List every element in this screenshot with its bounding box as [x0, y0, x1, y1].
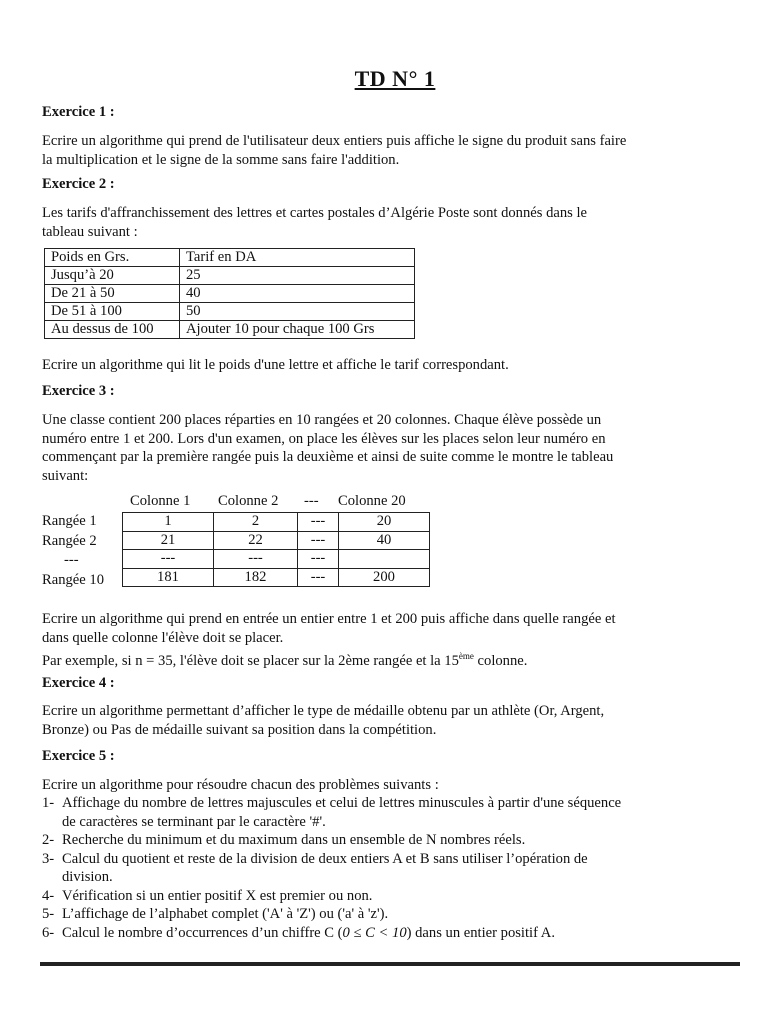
column-label: Colonne 2 — [218, 493, 279, 509]
table-row — [123, 513, 430, 532]
list-item — [42, 887, 742, 906]
ex3-intro-line-4: suivant: — [42, 467, 89, 484]
ex4-line-1: Ecrire un algorithme permettant d’afficher le type de médaille obtenu par un athlète (Or, Argent, — [42, 703, 605, 719]
item6-text: Calcul le nombre d’occurrences d’un chiffre C ( — [62, 924, 343, 941]
table-cell: 50 — [180, 303, 415, 321]
table-cell: 40 — [339, 531, 430, 550]
ex2-intro — [42, 204, 742, 241]
ex1-heading: Exercice 1 : — [42, 104, 115, 120]
table-row — [123, 550, 430, 569]
ex2-intro-line-1: Les tarifs d'affranchissement des lettres et cartes postales d’Algérie Poste sont donnés dans le — [42, 205, 588, 221]
list-item-number: 2- — [42, 832, 55, 848]
row-label: Rangée 1 — [42, 513, 97, 529]
list-item-text: Affichage du nombre de lettres majuscules et celui de lettres minuscules à partir d'une séquence — [62, 795, 622, 811]
ex3-intro-line-1: Une classe contient 200 places réparties en 10 rangées et 20 colonnes. Chaque élève possède un — [42, 412, 602, 428]
row-label: Rangée 2 — [42, 532, 97, 549]
list-item-text: Calcul du quotient et reste de la division de deux entiers A et B sans utiliser l’opération de — [62, 850, 588, 867]
ex3-example-end: colonne. — [473, 653, 528, 669]
table-cell: --- — [298, 568, 339, 587]
table-cell: --- — [298, 550, 339, 569]
item6-math: 0 ≤ C < 10 — [342, 924, 407, 941]
column-label: --- — [304, 493, 319, 509]
table-cell: --- — [214, 550, 298, 569]
table-cell: De 51 à 100 — [45, 303, 180, 321]
seat-table — [122, 512, 430, 587]
table-cell: Jusqu’à 20 — [45, 267, 180, 285]
ex2-question: Ecrire un algorithme qui lit le poids d'une lettre et affiche le tarif correspondant. — [42, 357, 509, 373]
table-row — [45, 285, 415, 303]
ex5-intro: Ecrire un algorithme pour résoudre chacun des problèmes suivants : — [42, 777, 439, 793]
table-cell: 200 — [339, 568, 430, 587]
ex1-line-2: la multiplication et le signe de la somme sans faire l'addition. — [42, 151, 400, 168]
ex2-intro-line-2: tableau suivant : — [42, 223, 138, 240]
table-cell: --- — [298, 531, 339, 550]
table-row — [45, 249, 415, 267]
table-cell: Ajouter 10 pour chaque 100 Grs — [180, 321, 415, 339]
ex1-line-1: Ecrire un algorithme qui prend de l'utilisateur deux entiers puis affiche le signe du produit sans faire — [42, 133, 627, 149]
list-item-number: 5- — [42, 906, 55, 922]
table-cell: 20 — [339, 513, 430, 532]
table-cell: De 21 à 50 — [45, 285, 180, 303]
list-item-text: L’affichage de l’alphabet complet ('A' à 'Z') ou ('a' à 'z'). — [62, 906, 389, 922]
list-item — [42, 831, 742, 850]
ex3-question-line-1: Ecrire un algorithme qui prend en entrée un entier entre 1 et 200 puis affiche dans quelle rangée et — [42, 611, 616, 627]
table-cell — [339, 550, 430, 569]
ex4-text — [42, 702, 742, 739]
item6-text-end: ) dans un entier positif A. — [406, 924, 555, 941]
table-cell: 40 — [180, 285, 415, 303]
table-cell: 2 — [214, 513, 298, 532]
list-item — [42, 794, 742, 831]
table-row — [45, 267, 415, 285]
list-item-number: 1- — [42, 795, 55, 811]
list-item-text — [62, 924, 742, 943]
ex3-intro — [42, 411, 742, 485]
table-cell: 182 — [214, 568, 298, 587]
ex5-heading: Exercice 5 : — [42, 748, 115, 764]
ex4-line-2: Bronze) ou Pas de médaille suivant sa position dans la compétition. — [42, 721, 437, 738]
bottom-rule — [40, 962, 740, 966]
list-item-text: de caractères se terminant par le caractère '#'. — [62, 813, 326, 830]
list-item — [42, 905, 742, 924]
table-cell: Tarif en DA — [180, 249, 415, 267]
table-cell: Au dessus de 100 — [45, 321, 180, 339]
table-row — [45, 321, 415, 339]
ex3-example-text: Par exemple, si n = 35, l'élève doit se placer sur la 2ème rangée et la 15 — [42, 653, 459, 669]
ex3-example-superscript: ème — [458, 651, 474, 661]
table-cell: --- — [123, 550, 214, 569]
list-item — [42, 924, 742, 943]
list-item-number: 3- — [42, 850, 55, 867]
list-item-number: 4- — [42, 887, 55, 904]
ex3-question — [42, 610, 742, 671]
table-cell: 1 — [123, 513, 214, 532]
tariff-table — [44, 248, 415, 339]
table-cell: 181 — [123, 568, 214, 587]
row-label: Rangée 10 — [42, 571, 105, 588]
row-label: --- — [64, 552, 79, 568]
ex3-question-line-2: dans quelle colonne l'élève doit se placer. — [42, 629, 284, 646]
table-row — [123, 568, 430, 587]
table-row — [123, 531, 430, 550]
table-cell: --- — [298, 513, 339, 532]
ex5-problem-list — [42, 794, 742, 942]
ex3-example — [42, 647, 742, 671]
table-row — [45, 303, 415, 321]
ex1-text — [42, 132, 742, 169]
table-cell: 25 — [180, 267, 415, 285]
ex3-intro-line-3: commençant par la première rangée puis la deuxième et ainsi de suite comme le montre le tableau — [42, 449, 614, 465]
table-cell: Poids en Grs. — [45, 249, 180, 267]
ex4-heading: Exercice 4 : — [42, 675, 115, 691]
column-label: Colonne 20 — [338, 493, 406, 509]
list-item-text: division. — [62, 869, 113, 885]
seat-table-row-labels — [42, 512, 104, 590]
table-cell: 22 — [214, 531, 298, 550]
list-item-text: Recherche du minimum et du maximum dans un ensemble de N nombres réels. — [62, 832, 526, 848]
ex3-intro-line-2: numéro entre 1 et 200. Lors d'un examen, on place les élèves sur les places selon leur numéro en — [42, 430, 606, 447]
column-label: Colonne 1 — [130, 493, 191, 509]
ex2-heading: Exercice 2 : — [42, 176, 115, 192]
ex3-heading: Exercice 3 : — [42, 383, 115, 399]
list-item-text: Vérification si un entier positif X est premier ou non. — [62, 887, 373, 904]
list-item — [42, 850, 742, 887]
list-item-number: 6- — [42, 924, 55, 941]
page-title: TD N° 1 — [354, 66, 436, 91]
table-cell: 21 — [123, 531, 214, 550]
